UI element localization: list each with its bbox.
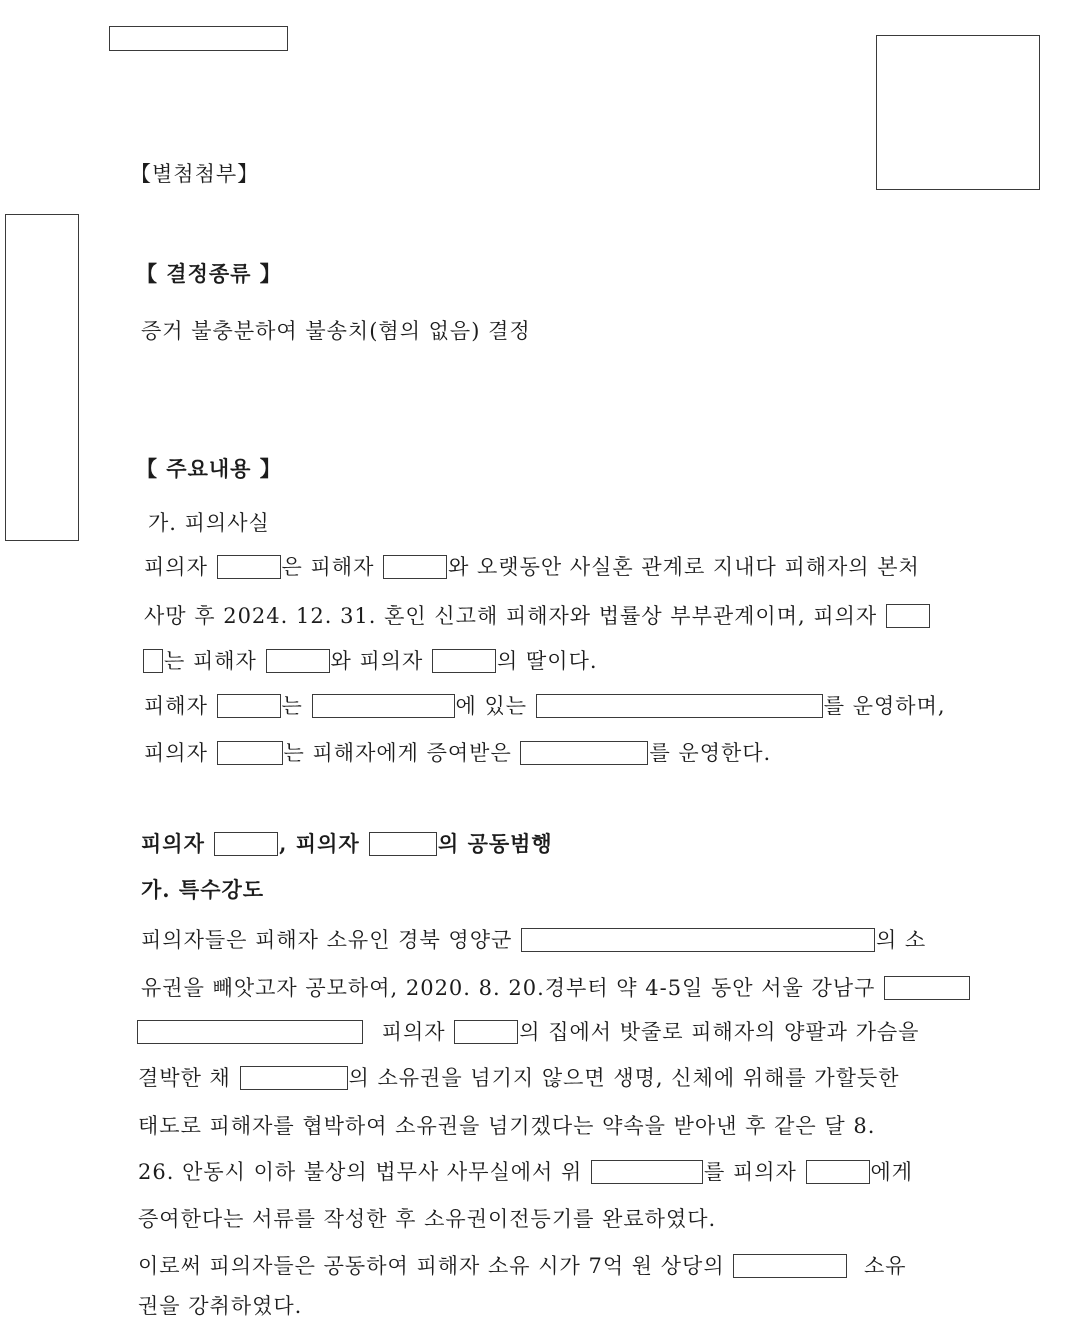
offense-line-8 — [138, 1250, 907, 1280]
redacted-name-box — [432, 649, 496, 673]
offense-line-4 — [138, 1062, 900, 1092]
redacted-name-box — [266, 649, 330, 673]
text: 결박한 채 — [138, 1066, 231, 1090]
redacted-box-top-left — [109, 26, 288, 51]
text: 와 피의자 — [330, 649, 424, 673]
fact-line-1 — [144, 551, 920, 581]
text: 와 오랫동안 사실혼 관계로 지내다 피해자의 본처 — [448, 555, 920, 579]
text: 피의자 — [381, 1020, 446, 1044]
redacted-box-top-right — [876, 35, 1040, 190]
redacted-box-left-margin — [5, 214, 79, 541]
text: 의 소유권을 넘기지 않으면 생명, 신체에 위해를 가할듯한 — [348, 1066, 900, 1090]
text: 피의자 — [144, 741, 208, 765]
main-content-heading: 【 주요내용 】 — [136, 456, 282, 481]
text: , 피의자 — [279, 831, 360, 856]
section-a-title: 가. 피의사실 — [148, 511, 270, 535]
redacted-property-box — [240, 1066, 348, 1090]
text: 의 공동범행 — [437, 831, 553, 856]
special-robbery-title: 가. 특수강도 — [141, 877, 265, 902]
joint-offense-title — [141, 828, 553, 858]
offense-line-1 — [141, 924, 926, 954]
text: 에 있는 — [455, 694, 528, 718]
text: 의 집에서 밧줄로 피해자의 양팔과 가슴을 — [519, 1020, 920, 1044]
fact-line-3 — [142, 645, 598, 675]
text: 사망 후 2024. 12. 31. 혼인 신고해 피해자와 법률상 부부관계이며, 피의자 — [144, 604, 878, 628]
text: 피의자들은 피해자 소유인 경북 영양군 — [141, 928, 513, 952]
fact-line-5 — [144, 737, 771, 767]
decision-type-heading: 【 결정종류 】 — [136, 261, 282, 286]
redacted-property-box — [591, 1160, 703, 1184]
text: 피의자 — [141, 831, 205, 856]
text: 이로써 피의자들은 공동하여 피해자 소유 시가 7억 원 상당의 — [138, 1254, 725, 1278]
text: 소유 — [864, 1254, 907, 1278]
offense-line-5: 태도로 피해자를 협박하여 소유권을 넘기겠다는 약속을 받아낸 후 같은 달 8. — [138, 1114, 876, 1138]
text: 은 피해자 — [281, 555, 375, 579]
offense-line-9: 권을 강취하였다. — [138, 1294, 303, 1318]
offense-line-2 — [141, 972, 971, 1002]
text: 는 — [281, 694, 303, 718]
text: 를 운영한다. — [649, 741, 772, 765]
offense-line-3 — [136, 1016, 919, 1046]
redacted-address-box — [884, 976, 970, 1000]
redacted-name-box — [454, 1020, 518, 1044]
redacted-address-box — [312, 694, 455, 718]
redacted-business-box — [536, 694, 823, 718]
redacted-name-box — [214, 832, 278, 856]
text: 유권을 빼앗고자 공모하여, 2020. 8. 20.경부터 약 4-5일 동안 서울 강남구 — [141, 976, 876, 1000]
text: 를 피의자 — [704, 1160, 797, 1184]
redacted-name-box — [217, 741, 283, 765]
offense-line-6 — [138, 1156, 913, 1186]
attachment-header: 【별첨첨부】 — [130, 162, 260, 186]
redacted-property-box — [733, 1254, 847, 1278]
redacted-name-box — [886, 604, 930, 628]
redacted-name-box — [806, 1160, 870, 1184]
redacted-name-box — [383, 555, 447, 579]
fact-line-4 — [144, 690, 946, 720]
text: 26. 안동시 이하 불상의 법무사 사무실에서 위 — [138, 1160, 583, 1184]
redacted-name-box — [217, 555, 281, 579]
decision-type-text: 증거 불충분하여 불송치(혐의 없음) 결정 — [141, 319, 531, 343]
text: 는 피해자에게 증여받은 — [283, 741, 512, 765]
text: 를 운영하며, — [823, 694, 946, 718]
redacted-business-box — [520, 741, 648, 765]
text: 피해자 — [144, 694, 208, 718]
redacted-name-box — [217, 694, 281, 718]
redacted-name-box — [369, 832, 437, 856]
offense-line-7: 증여한다는 서류를 작성한 후 소유권이전등기를 완료하였다. — [138, 1207, 717, 1231]
redacted-address-box — [521, 928, 875, 952]
fact-line-2 — [144, 600, 931, 630]
redacted-address-box — [137, 1020, 363, 1044]
text: 에게 — [870, 1160, 914, 1184]
text: 피의자 — [144, 555, 208, 579]
text: 의 소 — [875, 928, 927, 952]
text: 의 딸이다. — [497, 649, 598, 673]
redacted-name-box — [143, 649, 163, 673]
text: 는 피해자 — [164, 649, 257, 673]
